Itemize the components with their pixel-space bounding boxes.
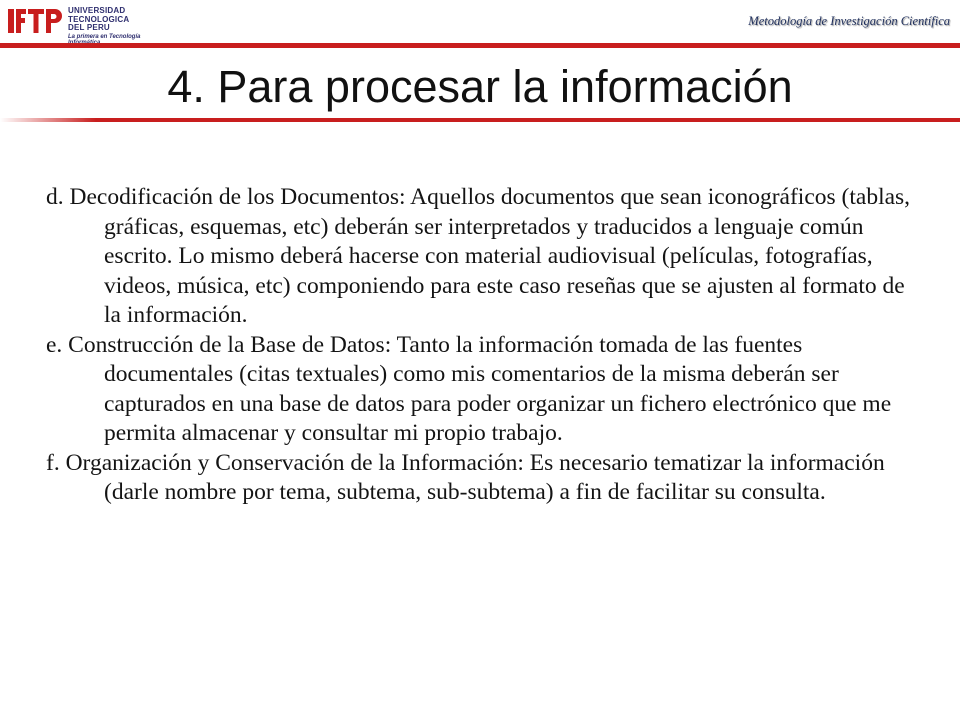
logo-line-2: TECNOLOGICA [68,14,130,24]
course-name: Metodología de Investigación Científica [748,14,950,28]
paragraph-d: d. Decodificación de los Documentos: Aquellos documentos que sean iconográficos (tablas, gráficas, esquemas, etc) deberán ser interpretados y traducidos a lenguaje común escrito. Lo mismo deberá hacerse con material audiovisual (películas, fotografías, videos, música, etc) componiendo para este caso reseñas que se ajusten al formato de la información. [46,184,911,328]
logo-line-1: UNIVERSIDAD [68,6,126,15]
title-underline [0,118,960,122]
paragraph-f: f. Organización y Conservación de la Información: Es necesario tematizar la información (darle nombre por tema, subtema, sub-subtema) a fin de facilitar su consulta. [46,449,885,505]
utp-logo-mark-icon [8,6,64,36]
utp-logo [8,4,158,38]
logo-line-3: DEL PERU [68,23,110,32]
logo-text [68,7,158,46]
logo-tagline: La primera en Tecnología [68,33,141,40]
slide-title: 4. Para procesar la información [167,61,793,112]
paragraph-e: e. Construcción de la Base de Datos: Tanto la información tomada de las fuentes documentales (citas textuales) como mis comentarios de la misma deberán ser capturados en una base de datos para poder organizar un fichero electrónico que me permita almacenar y consultar mi propio trabajo. [46,331,892,446]
slide-content [46,183,926,508]
header-band [0,43,960,48]
